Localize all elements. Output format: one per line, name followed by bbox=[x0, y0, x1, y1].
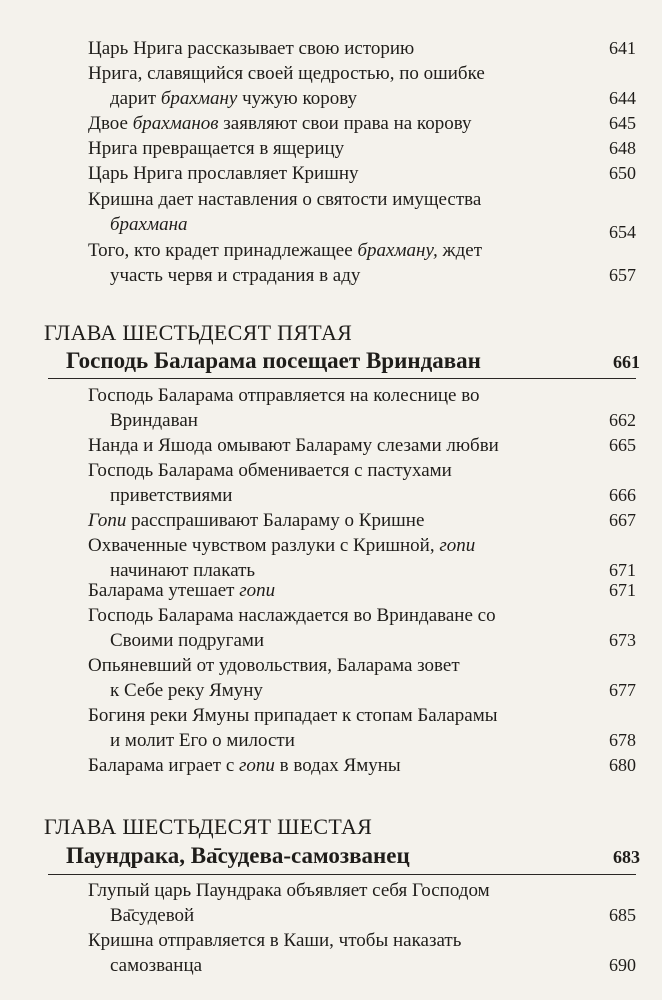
entry-page: 654 bbox=[609, 222, 636, 242]
entry-text-cont bbox=[88, 212, 636, 237]
entry-page: 673 bbox=[609, 630, 636, 650]
entry-text-italic: брахмана bbox=[110, 214, 188, 235]
entry bbox=[88, 878, 636, 928]
entry bbox=[88, 238, 636, 288]
entry-text-cont: Вриндаван bbox=[110, 410, 198, 431]
entry-text-cont: к Себе реку Ямуну bbox=[110, 680, 263, 701]
entry-text-b: расспрашивают Балараму о Кришне bbox=[126, 510, 425, 531]
entry-text: Нрига, славящийся своей щедростью, по ошибке bbox=[88, 63, 485, 84]
entry-text-b: брахманов bbox=[132, 113, 219, 134]
chapter-title: Господь Баларама посещает Вриндаван bbox=[66, 348, 481, 373]
entry-text-c: заявляют свои права на корову bbox=[218, 113, 472, 134]
entry-text: Царь Нрига прославляет Кришну bbox=[88, 163, 359, 184]
entry-page: 671 bbox=[609, 580, 636, 600]
entry-page: 644 bbox=[609, 88, 636, 108]
entry-text-cont-a: дарит bbox=[110, 88, 161, 109]
entry-text: Господь Баларама отправляется на колеснице во bbox=[88, 385, 480, 406]
entry-text-cont: самозванца bbox=[110, 955, 203, 976]
entry-page: 657 bbox=[609, 265, 636, 285]
entry-page: 678 bbox=[609, 730, 636, 750]
entry-text: Господь Баларама наслаждается во Вриндаване со bbox=[88, 605, 496, 626]
chapter-page: 683 bbox=[613, 847, 640, 867]
rule bbox=[48, 874, 636, 875]
entry-text-cont: приветствиями bbox=[110, 485, 233, 506]
entry-text bbox=[88, 533, 636, 558]
entry-text-c: в водах Ямуны bbox=[274, 755, 401, 776]
rule bbox=[48, 378, 636, 379]
entry-page: 667 bbox=[609, 510, 636, 530]
entry-text-cont bbox=[88, 86, 636, 111]
entry-text: Нанда и Яшода омывают Балараму слезами любви bbox=[88, 435, 499, 456]
entry-text-b: гопи bbox=[239, 580, 276, 601]
entry-page: 665 bbox=[609, 435, 636, 455]
entry-text: Кришна отправляется в Каши, чтобы наказать bbox=[88, 930, 462, 951]
entry-text-cont: и молит Его о милости bbox=[110, 730, 295, 751]
entry bbox=[88, 653, 636, 703]
entry-text-a: Баларама играет с bbox=[88, 755, 239, 776]
entry bbox=[88, 187, 636, 242]
chapter-page: 661 bbox=[613, 352, 640, 372]
entry-page: 650 bbox=[609, 163, 636, 183]
entry-text-a: Охваченные чувством разлуки с Кришной, bbox=[88, 535, 440, 556]
chapter-heading: ГЛАВА ШЕСТЬДЕСЯТ ПЯТАЯ bbox=[44, 320, 353, 345]
entry-text-a: Гопи bbox=[88, 510, 127, 531]
entry bbox=[88, 703, 636, 753]
entry-text-cont: участь червя и страдания в аду bbox=[110, 265, 361, 286]
entry-text: Нрига превращается в ящерицу bbox=[88, 138, 345, 159]
entry bbox=[88, 603, 636, 653]
entry-text-cont: начинают плакать bbox=[110, 560, 256, 581]
entry-text-cont: Своими подругами bbox=[110, 630, 265, 651]
entry-text bbox=[88, 238, 636, 263]
entry-page: 677 bbox=[609, 680, 636, 700]
entry bbox=[88, 161, 636, 186]
entry-text-b: гопи bbox=[439, 535, 476, 556]
entry-text-cont-b: брахману bbox=[160, 88, 238, 109]
entry-text: Богиня реки Ямуны припадает к стопам Баларамы bbox=[88, 705, 498, 726]
entry-text: Глупый царь Паундрака объявляет себя Господом bbox=[88, 880, 490, 901]
entry-page: 645 bbox=[609, 113, 636, 133]
entry bbox=[88, 111, 636, 136]
entry-page: 662 bbox=[609, 410, 636, 430]
chapter-title: Паундрака, Ва̄судева-самозванец bbox=[66, 843, 410, 868]
entry-text-a: Баларама утешает bbox=[88, 580, 240, 601]
entry bbox=[88, 383, 636, 433]
entry-text: Царь Нрига рассказывает свою историю bbox=[88, 38, 415, 59]
entry bbox=[88, 433, 636, 458]
entry-text-cont: Ва̄судевой bbox=[110, 905, 195, 926]
entry-page: 680 bbox=[609, 755, 636, 775]
chapter-heading: ГЛАВА ШЕСТЬДЕСЯТ ШЕСТАЯ bbox=[44, 814, 373, 839]
entry bbox=[88, 136, 636, 161]
entry bbox=[88, 61, 636, 111]
entry-page: 666 bbox=[609, 485, 636, 505]
entry-text-c: ждет bbox=[437, 240, 482, 261]
entry-text: Опьяневший от удовольствия, Баларама зовет bbox=[88, 655, 460, 676]
entry-text: Господь Баларама обменивается с пастухами bbox=[88, 460, 452, 481]
entry-text-a: Двое bbox=[88, 113, 133, 134]
entry-page: 641 bbox=[609, 38, 636, 58]
entry bbox=[88, 508, 636, 533]
entry-page: 648 bbox=[609, 138, 636, 158]
entry-text-a: Того, кто крадет принадлежащее bbox=[88, 240, 358, 261]
entry-text-cont-c: чужую корову bbox=[237, 88, 358, 109]
entry-text-b: брахману, bbox=[357, 240, 438, 261]
entry-page: 685 bbox=[609, 905, 636, 925]
entry bbox=[88, 928, 636, 978]
entry-page: 690 bbox=[609, 955, 636, 975]
entry-page: 671 bbox=[609, 560, 636, 580]
entry bbox=[88, 578, 636, 603]
entry-text: Кришна дает наставления о святости имущества bbox=[88, 189, 482, 210]
entry bbox=[88, 458, 636, 508]
entry bbox=[88, 533, 636, 583]
entry-text-b: гопи bbox=[239, 755, 275, 776]
entry bbox=[88, 753, 636, 778]
entry bbox=[88, 36, 636, 61]
